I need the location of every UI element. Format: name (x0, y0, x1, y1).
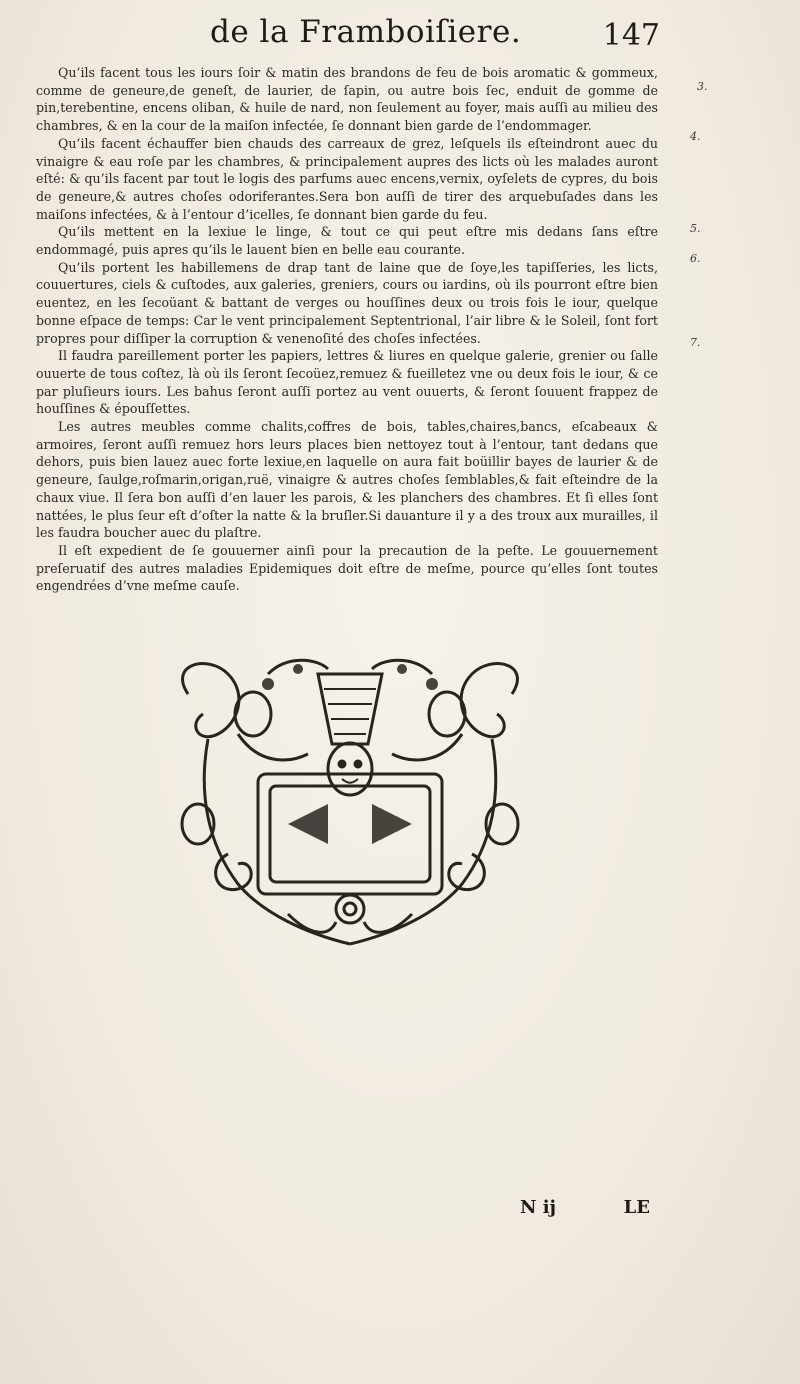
margin-note-4: 4. (690, 130, 701, 143)
page-number: 147 (602, 18, 660, 53)
catchword-line (520, 1197, 660, 1221)
paragraph-6: Les autres meubles comme chalits,coffres de bois, tables,chaires,bancs, eſcabeaux & armoires, ſeront auſſi remuez hors leurs places bien nettoyez tout à l’entour, tant dedans que dehors, puis bien lauez auec forte lexiue,en laquelle on aura fait boüillir bayes de laurier & de geneure, ſaulge,roſmarin,origan,ruë, vinaigre & autres choſes ſemblables,& fait eſteindre de la chaux viue. Il ſera bon auſſi d’en lauer les parois, & les planchers des chambres. Et ſi elles ſont nattées, le plus ſeur eſt d’oſter la natte & la bruſler.Si dauanture il y a des troux aux murailles, il les faudra boucher auec du plaſtre. (36, 419, 658, 541)
running-title: de la Framboiſiere. (210, 14, 522, 50)
paragraph-2: Qu’ils facent échauffer bien chauds des carreaux de grez, leſquels ils eſteindront auec du vinaigre & eau roſe par les chambres, & principalement aupres des licts où les malades auront eſté: & qu’ils facent par tout le logis des parfums auec encens,vernix, oyſelets de cypres, du bois de geneure,& autres choſes odoriferantes.Sera bon auſſi de tirer des arquebuſades dans les maiſons infectées, & à l’entour d’icelles, ſe donnant bien garde du feu. (36, 135, 658, 222)
paragraph-4: Qu’ils portent les habillemens de drap tant de laine que de ſoye,les tapiſſeries, les licts, couuertures, ciels & cuſtodes, aux galeries, greniers, cours ou iardins, où ils pourront eſtre bien euentez, en les ſecoüant & battant de verges ou houſſines deux ou trois fois le iour, quelque bonne eſpace de temps: Car le vent principalement Septentrional, l’air libre & le Soleil, ſont fort propres pour diſſiper la corruption & venenoſité des choſes infectées. (36, 259, 658, 346)
woodcut-ornament (168, 654, 532, 950)
margin-note-7: 7. (690, 336, 701, 349)
margin-note-5: 5. (690, 222, 701, 235)
page-header (210, 14, 660, 60)
paragraph-1: Qu’ils facent tous les iours ſoir & matin des brandons de feu de bois aromatic & gommeux, comme de geneure,de geneſt, de laurier, de ſapin, ou autre bois ſec, enduit de gomme de pin,terebentine, encens oliban, & huile de nard, non ſeulement au foyer, mais auſſi au milieu des chambres, & en la cour de la maiſon infectée, ſe donnant bien garde de l’endommager. (36, 65, 658, 134)
body-text (36, 64, 658, 595)
catchword: LE (623, 1197, 650, 1218)
paragraph-5: Il faudra pareillement porter les papiers, lettres & liures en quelque galerie, grenier ou ſalle ouuerte de tous coſtez, là où ils ſeront ſecoüez,remuez & fueilletez vne ou deux fois le iour, & ce par pluſieurs iours. Les bahus ſeront auſſi portez au vent ouuerts, & ſeront ſouuent frappez de houſſines & épouſſettes. (36, 348, 658, 417)
paragraph-3: Qu’ils mettent en la lexiue le linge, & tout ce qui peut eſtre mis dedans ſans eſtre endommagé, puis apres qu’ils le lauent bien en belle eau courante. (36, 224, 658, 258)
paragraph-7: Il eſt expedient de ſe gouuerner ainſi pour la precaution de la peſte. Le gouuernement preſeruatif des autres maladies Epidemiques doit eſtre de meſme, pource qu’elles ſont toutes engendrées d’vne meſme cauſe. (36, 542, 658, 594)
signature-mark: N ij (520, 1197, 557, 1218)
margin-note-6: 6. (690, 252, 701, 265)
margin-note-3: 3. (697, 80, 708, 93)
